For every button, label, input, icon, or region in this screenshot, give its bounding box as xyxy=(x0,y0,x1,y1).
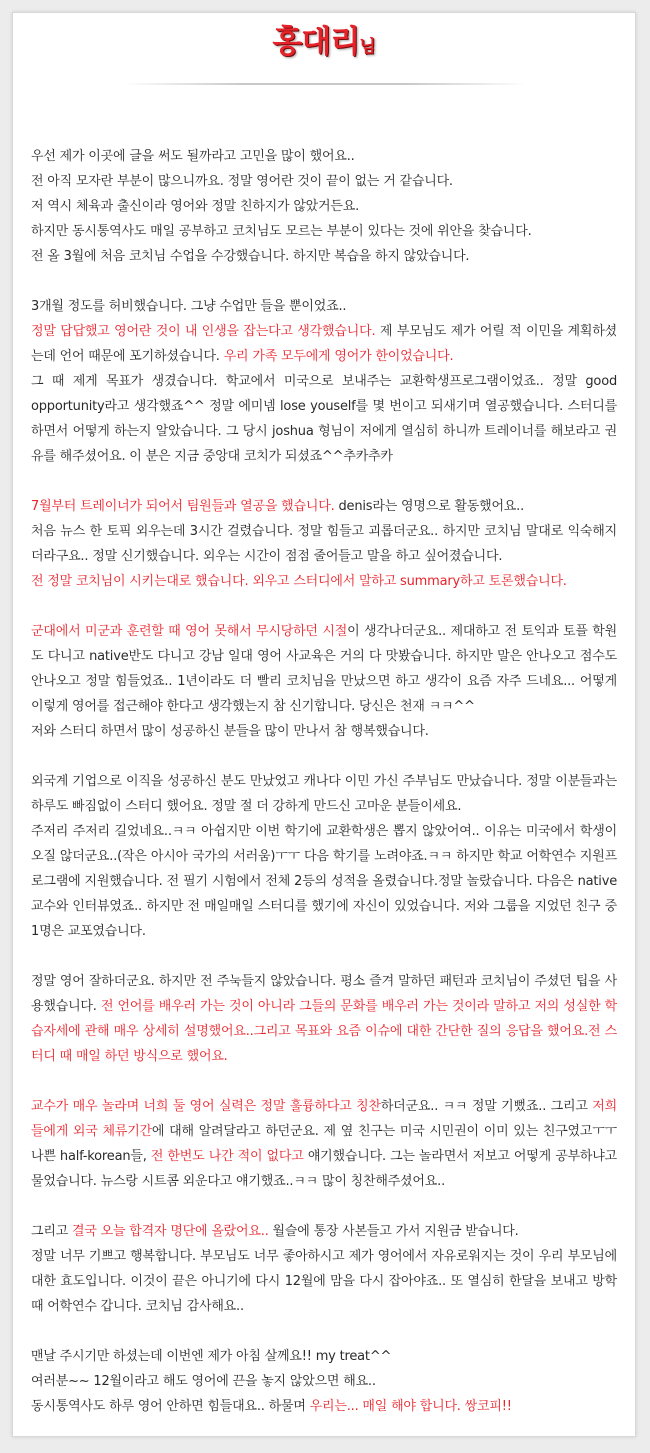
highlight-text: 전 한번도 나간 적이 없다고 xyxy=(150,1149,304,1164)
highlight-text: 군대에서 미군과 훈련할 때 영어 못해서 무시당하던 시절 xyxy=(31,624,348,639)
text-segment: 처음 뉴스 한 토픽 외우는데 3시간 걸렸습니다. 정말 힘들고 괴롭더군요.. 하지만 코치님 말대로 익숙해지더라구요.. 정말 신기했습니다. 외우는 시간이 점점 줄어들고 말을 하고 싶어졌습니다. xyxy=(31,524,617,564)
paragraph-2 xyxy=(31,294,617,469)
text-segment: 주저리 주저리 길었네요..ㅋㅋ 아쉽지만 이번 학기에 교환학생은 뽑지 않았어여.. 이유는 미국에서 학생이 오질 않더군요..(작은 아시아 국가의 서러움)ㅜㅜ 다음 학기를 노려야죠.ㅋㅋ 하지만 학교 어학연수 지원프로그램에 지원했습니다. 전 필기 시험에서 전체 2등의 성적을 올렸습니다.정말 놀랐습니다. 다음은 native 교수와 인터뷰였죠.. 하지만 전 매일매일 스터디를 했기에 자신이 있었습니다. 저와 그룹을 지었던 친구 중 1명은 교포였습니다. xyxy=(31,824,617,939)
text-segment: denis라는 영명으로 활동했어요.. xyxy=(334,499,525,514)
highlight-text: 교수가 매우 놀라며 너희 둘 영어 실력은 정말 훌륭하다고 칭찬 xyxy=(31,1099,381,1114)
highlight-text: 정말 답답했고 영어란 것이 내 인생을 잡는다고 생각했습니다. xyxy=(31,324,376,339)
paragraph-3 xyxy=(31,494,617,594)
text-segment: 월슬에 통장 사본들고 가서 지원금 받습니다. xyxy=(268,1224,519,1239)
text-line: 여러분~~ 12월이라고 해도 영어에 끈을 놓지 않았으면 해요.. xyxy=(31,1374,376,1389)
text-line: 저와 스터디 하면서 많이 성공하신 분들을 많이 만나서 참 행복했습니다. xyxy=(31,724,429,739)
text-segment: 정말 너무 기쁘고 행복합니다. 부모님도 너무 좋아하시고 제가 영어에서 자유로워지는 것이 우리 부모님에 대한 효도입니다. 이것이 끝은 아니기에 다시 12월에 맘을 다시 잡아야죠.. 또 열심히 한달을 보내고 방학 때 어학연수 갑니다. 코치님 감사해요.. xyxy=(31,1249,617,1314)
text-segment: 이 생각나더군요.. 제대하고 전 토익과 토플 학원도 다니고 native반도 다니고 강남 일대 영어 사교육은 거의 다 맛봤습니다. 하지만 말은 안나오고 점수도 안나오고 정말 힘들었죠.. 1년이라도 더 빨리 코치님을 만났으면 하고 생각이 요즘 자주 드네요... 어떻게 이렇게 영어를 접근해야 한다고 생각했는지 참 신기합니다. 당신은 천재 ㅋㅋ^^ xyxy=(31,624,618,714)
text-line: 맨날 주시기만 하셨는데 이번엔 제가 아침 살께요!! my treat^^ xyxy=(31,1349,392,1364)
text-segment: 얘기했습니다. 그는 놀라면서 저보고 어떻게 공부하냐고 물었습니다. 뉴스랑 시트콤 외운다고 얘기했죠..ㅋㅋ 많이 칭찬해주셨어요.. xyxy=(31,1149,618,1189)
testimonial-body xyxy=(31,144,617,1419)
paragraph-4 xyxy=(31,619,617,744)
highlight-text: 결국 오늘 합격자 명단에 올랐어요.. xyxy=(72,1224,269,1239)
text-segment: 동시통역사도 하루 영어 안하면 힘들대요.. 하물며 xyxy=(31,1399,310,1414)
paragraph-6 xyxy=(31,969,617,1069)
paragraph-5 xyxy=(31,769,617,944)
highlight-text: 저희들에게 외국 체류기간 xyxy=(31,1099,617,1139)
highlight-text: 우리 가족 모두에게 영어가 한이었습니다. xyxy=(223,349,454,364)
text-segment: 에 대해 알려달라고 하던군요. 제 옆 친구는 미국 시민권이 이미 있는 친구였고ㅜㅜ 나쁜 half-korean들, xyxy=(31,1124,617,1164)
text-segment: 하더군요.. ㅋㅋ 정말 기뻤죠.. 그리고 xyxy=(380,1099,593,1114)
text-line: 우선 제가 이곳에 글을 써도 될까라고 고민을 많이 했어요.. xyxy=(31,149,355,164)
testimonial-card xyxy=(12,12,636,1437)
author-title xyxy=(13,24,635,60)
author-honorific: 님 xyxy=(359,37,376,57)
title-divider xyxy=(123,83,527,85)
text-line: 전 아직 모자란 부분이 많으니까요. 정말 영어란 것이 끝이 없는 거 같습니다. xyxy=(31,174,453,189)
paragraph-8 xyxy=(31,1219,617,1319)
text-line: 저 역시 체육과 출신이라 영어와 정말 친하지가 않았거든요. xyxy=(31,199,360,214)
text-segment: 그리고 xyxy=(31,1224,73,1239)
text-line: 전 올 3월에 처음 코치님 수업을 수강했습니다. 하지만 복습을 하지 않았습니다. xyxy=(31,249,470,264)
highlight-text: 전 언어를 배우러 가는 것이 아니라 그들의 문화를 배우러 가는 것이라 말하고 저의 성실한 학습자세에 관해 매우 상세히 설명했어요..그리고 목표와 요즘 이슈에 대한 간단한 질의 응답을 했어요.전 스터디 때 매일 하던 방식으로 했어요. xyxy=(31,999,617,1064)
author-name: 홍대리 xyxy=(272,24,360,60)
paragraph-7 xyxy=(31,1094,617,1194)
highlight-text: 7월부터 트레이너가 되어서 팀원들과 열공을 했습니다. xyxy=(31,499,335,514)
text-segment: 정말 영어 잘하더군요. 하지만 전 주눅들지 않았습니다. 평소 즐겨 말하던 패턴과 코치님이 주셨던 팁을 사용했습니다. xyxy=(31,974,617,1014)
highlight-text: 전 정말 코치님이 시키는대로 했습니다. 외우고 스터디에서 말하고 summary하고 토론했습니다. xyxy=(31,574,567,589)
highlight-text: 우리는... 매일 해야 합니다. 쌍코피!! xyxy=(309,1399,512,1414)
text-segment: 그 때 제게 목표가 생겼습니다. 학교에서 미국으로 보내주는 교환학생프로그램이었죠.. 정말 good opportunity라고 생각했죠^^ 정말 에미넴 lose youself를 몇 번이고 되새기며 열공했습니다. 스터디를 하면서 어떻게 하는지 알았습니다. 그 당시 joshua 형님이 저에게 열심히 하니까 트레이너를 해보라고 권유를 해주셨어요. 이 분은 지금 중앙대 코치가 되셨죠^^추카추카 xyxy=(31,374,617,464)
paragraph-1 xyxy=(31,144,617,269)
text-segment: 외국계 기업으로 이직을 성공하신 분도 만났었고 캐나다 이민 가신 주부님도 만났습니다. 정말 이분들과는 하루도 빠짐없이 스터디 했어요. 정말 절 더 강하게 만드신 고마운 분들이세요. xyxy=(31,774,617,814)
text-segment: 제 부모님도 제가 어릴 적 이민을 계획하셨는데 언어 때문에 포기하셨습니다. xyxy=(31,324,617,364)
text-line: 3개월 정도를 허비했습니다. 그냥 수업만 들을 뿐이었죠.. xyxy=(31,299,347,314)
paragraph-9 xyxy=(31,1344,617,1419)
text-line: 하지만 동시통역사도 매일 공부하고 코치님도 모르는 부분이 있다는 것에 위안을 찾습니다. xyxy=(31,224,532,239)
